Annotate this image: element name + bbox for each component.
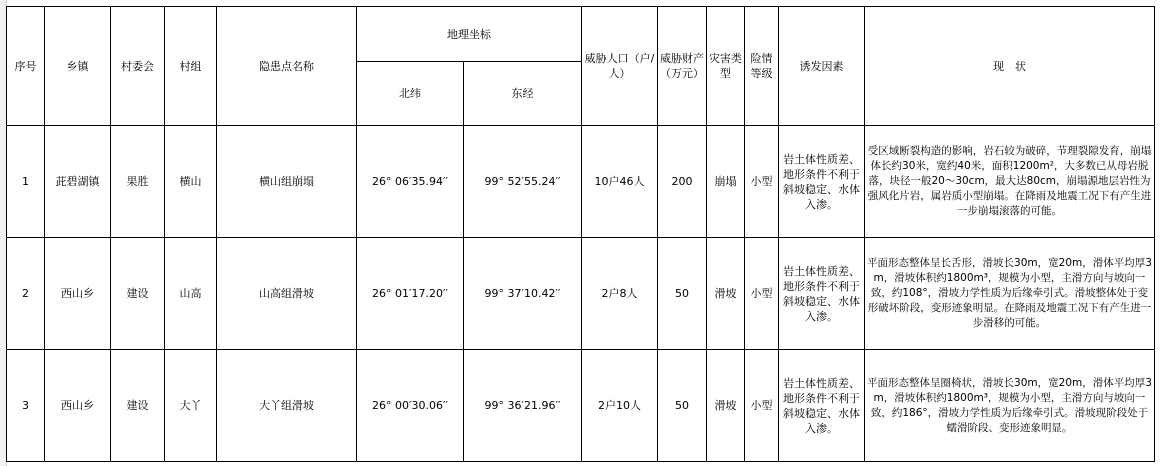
header-hazard-name: 隐患点名称: [217, 7, 357, 126]
cell-hazard-name: 山高组滑坡: [217, 238, 357, 350]
cell-committee: 建设: [111, 238, 165, 350]
cell-trigger: 岩土体性质差、地形条件不利于斜坡稳定、水体入渗。: [779, 126, 865, 238]
cell-seq: 1: [7, 126, 45, 238]
header-danger-level: 险情等级: [745, 7, 779, 126]
header-row-1: [7, 7, 1155, 62]
table-row: [7, 126, 1155, 238]
cell-group: 大丫: [165, 350, 217, 462]
table-row: [7, 238, 1155, 350]
cell-property: 200: [658, 126, 707, 238]
cell-committee: 果胜: [111, 126, 165, 238]
cell-town: 茈碧湖镇: [45, 126, 111, 238]
cell-property: 50: [658, 238, 707, 350]
header-group: 村组: [165, 7, 217, 126]
cell-group: 山高: [165, 238, 217, 350]
cell-east: 99° 36′21.96′′: [464, 350, 582, 462]
cell-population: 10户46人: [582, 126, 658, 238]
header-trigger: 诱发因素: [779, 7, 865, 126]
header-population: 威胁人口（户/人）: [582, 7, 658, 126]
hazard-table: [6, 6, 1155, 462]
cell-committee: 建设: [111, 350, 165, 462]
header-committee: 村委会: [111, 7, 165, 126]
cell-north: 26° 01′17.20′′: [357, 238, 464, 350]
cell-trigger: 岩土体性质差、地形条件不利于斜坡稳定、水体入渗。: [779, 350, 865, 462]
cell-status: 受区域断裂构造的影响，岩石较为破碎，节理裂隙发育，崩塌体长约30米，宽约40米，面积1200m²，大多数已从母岩脱落，块径一般20～30cm，最大达80cm，崩塌源地层岩性为强风化片岩，属岩质小型崩塌。在降雨及地震工况下有产生进一步崩塌滚落的可能。: [865, 126, 1155, 238]
cell-town: 西山乡: [45, 350, 111, 462]
cell-north: 26° 00′30.06′′: [357, 350, 464, 462]
header-east: 东经: [464, 62, 582, 126]
cell-property: 50: [658, 350, 707, 462]
header-status: 现 状: [865, 7, 1155, 126]
cell-east: 99° 37′10.42′′: [464, 238, 582, 350]
cell-hazard-name: 大丫组滑坡: [217, 350, 357, 462]
cell-population: 2户10人: [582, 350, 658, 462]
cell-danger-level: 小型: [745, 350, 779, 462]
cell-group: 横山: [165, 126, 217, 238]
header-seq: 序号: [7, 7, 45, 126]
cell-seq: 3: [7, 350, 45, 462]
cell-status: 平面形态整体呈圈椅状，滑坡长30m，宽20m，滑体平均厚3m，滑坡体积约1800m³，规模为小型，主滑方向与坡向一致，约186°，滑坡力学性质为后缘牵引式。滑坡现阶段处于蠕滑阶段、变形迹象明显。: [865, 350, 1155, 462]
cell-hazard-name: 横山组崩塌: [217, 126, 357, 238]
cell-status: 平面形态整体呈长舌形，滑坡长30m，宽20m，滑体平均厚3m，滑坡体积约1800m³，规模为小型，主滑方向与坡向一致，约108°，滑坡力学性质为后缘牵引式。滑坡整体处于变形破坏阶段，变形迹象明显。在降雨及地震工况下有产生进一步滑移的可能。: [865, 238, 1155, 350]
table-row: [7, 350, 1155, 462]
cell-disaster-type: 滑坡: [707, 350, 745, 462]
header-north: 北纬: [357, 62, 464, 126]
cell-east: 99° 52′55.24′′: [464, 126, 582, 238]
header-disaster-type: 灾害类型: [707, 7, 745, 126]
header-property: 威胁财产（万元）: [658, 7, 707, 126]
cell-north: 26° 06′35.94′′: [357, 126, 464, 238]
header-geo: 地理坐标: [357, 7, 582, 62]
cell-disaster-type: 崩塌: [707, 126, 745, 238]
cell-population: 2户8人: [582, 238, 658, 350]
cell-town: 西山乡: [45, 238, 111, 350]
cell-seq: 2: [7, 238, 45, 350]
cell-disaster-type: 滑坡: [707, 238, 745, 350]
cell-danger-level: 小型: [745, 238, 779, 350]
cell-danger-level: 小型: [745, 126, 779, 238]
header-town: 乡镇: [45, 7, 111, 126]
cell-trigger: 岩土体性质差、地形条件不利于斜坡稳定、水体入渗。: [779, 238, 865, 350]
